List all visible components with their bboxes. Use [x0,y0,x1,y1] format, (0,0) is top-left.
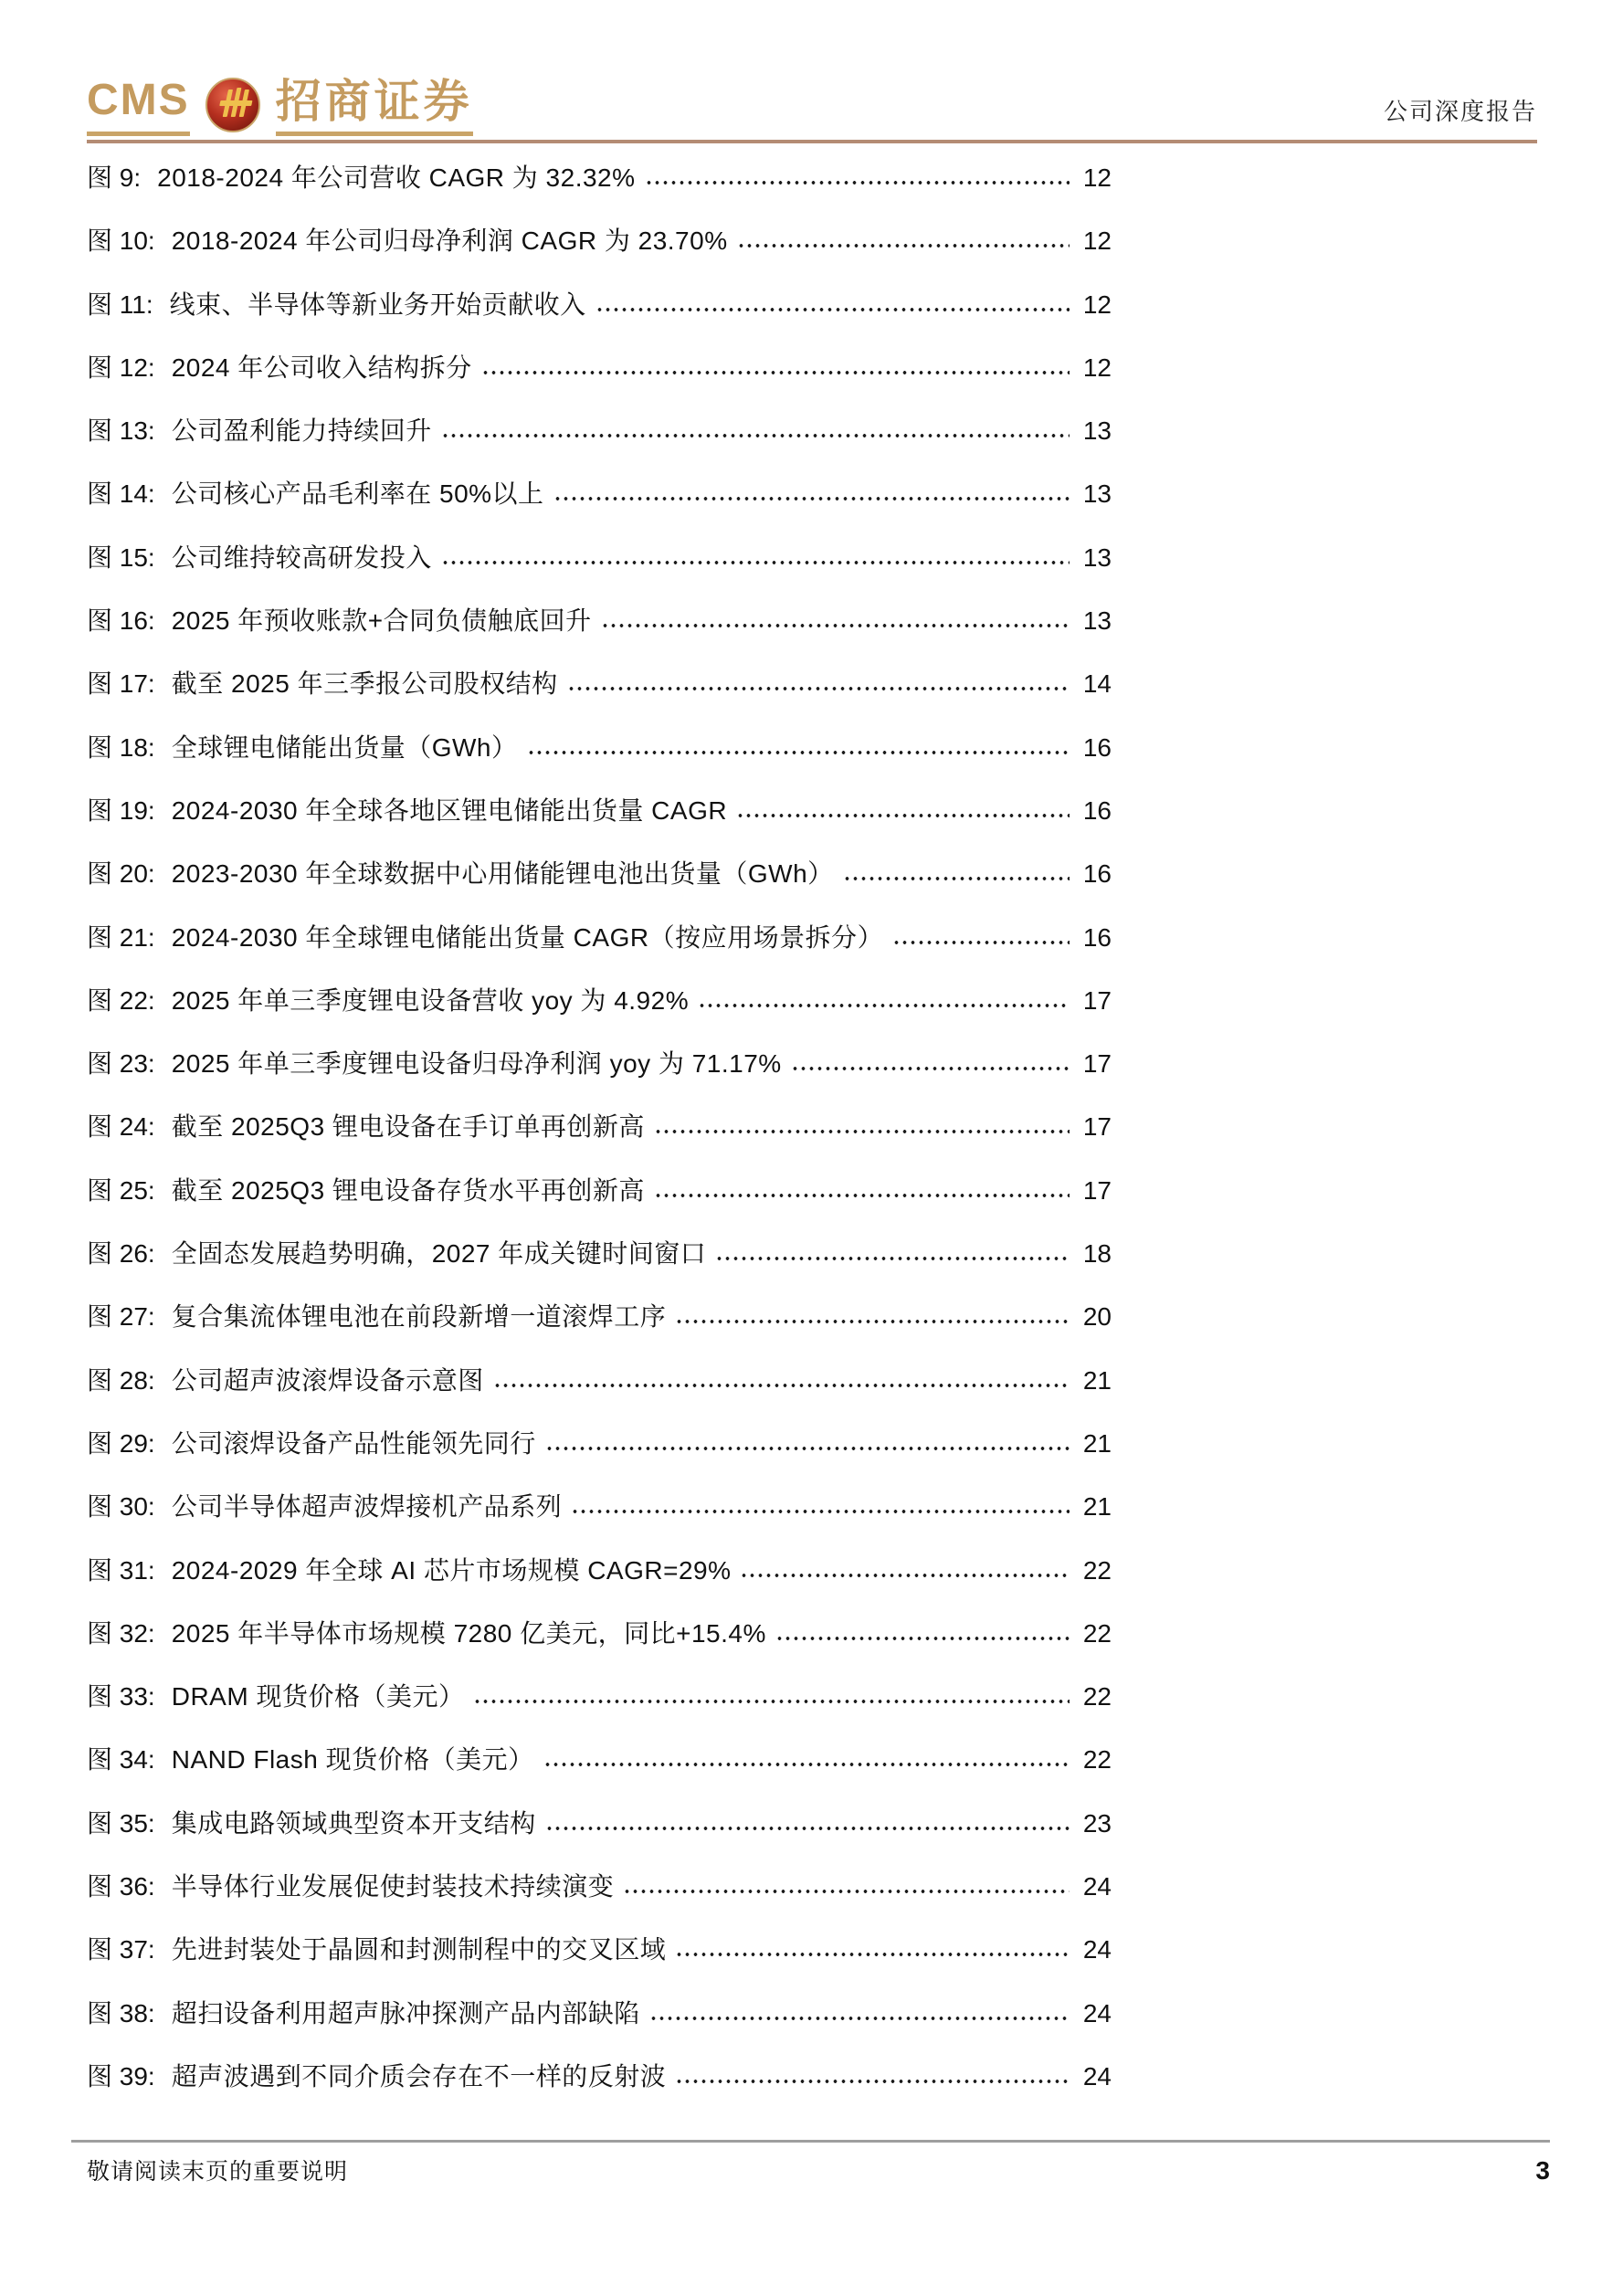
toc-entry-label: 图 36: [87,1872,155,1901]
toc-entry[interactable] [87,791,1112,854]
toc-entry-title: 2023-2030 年全球数据中心用储能锂电池出货量（GWh） [171,859,834,889]
toc-entry-title: 半导体行业发展促使封装技术持续演变 [171,1872,615,1901]
toc-entry-label: 图 37: [87,1935,155,1964]
toc-entry-title: 公司盈利能力持续回升 [171,416,432,446]
toc-entry-label: 图 12: [87,353,155,382]
cms-logo-chinese: 招商证券 [276,79,473,136]
dot-leader [675,2078,1070,2085]
cms-logo [87,77,473,142]
dot-leader [737,242,1070,249]
footer-disclaimer: 敬请阅读末页的重要说明 [87,2159,349,2185]
toc-entry-label: 图 9: [87,163,142,192]
toc-entry-page-number: 22 [1082,1745,1112,1775]
toc-entry[interactable] [87,1044,1112,1107]
dot-leader [649,2015,1070,2022]
toc-entry-title: 2018-2024 年公司归母净利润 CAGR 为 23.70% [171,226,728,256]
dot-leader [675,1951,1070,1958]
toc-entry-title: 2024-2030 年全球各地区锂电储能出货量 CAGR [171,795,728,825]
toc-entry-label: 图 16: [87,606,155,636]
dot-leader [740,1572,1070,1579]
toc-entry-label: 图 25: [87,1175,155,1205]
toc-entry[interactable] [87,221,1112,284]
toc-entry-page-number: 21 [1082,1492,1112,1522]
report-type-label: 公司深度报告 [1383,98,1537,125]
toc-entry-title: 2024 年公司收入结构拆分 [171,353,472,382]
toc-entry-label: 图 21: [87,922,155,952]
toc-entry-page-number: 24 [1082,1998,1112,2027]
toc-entry-page-number: 23 [1082,1808,1112,1838]
toc-entry-title: 复合集流体锂电池在前段新增一道滚焊工序 [171,1302,667,1332]
toc-entry-page-number: 13 [1082,416,1112,446]
header-divider [87,140,1537,143]
toc-entry-title: 2018-2024 年公司营收 CAGR 为 32.32% [157,163,636,192]
cms-logo-badge-icon [205,77,261,138]
toc-entry-page-number: 16 [1082,732,1112,762]
toc-entry-title: 2025 年单三季度锂电设备营收 yoy 为 4.92% [171,985,690,1015]
dot-leader [623,1888,1070,1895]
toc-entry-page-number: 18 [1082,1239,1112,1269]
toc-entry-title: 2025 年预收账款+合同负债触底回升 [171,606,592,636]
toc-entry-page-number: 21 [1082,1365,1112,1395]
toc-entry[interactable] [87,1867,1112,1930]
page-footer [87,2154,1550,2186]
toc-entry-title: NAND Flash 现货价格（美元） [171,1745,534,1775]
toc-entry-title: DRAM 现货价格（美元） [171,1682,465,1711]
toc-entry-page-number: 12 [1082,290,1112,319]
toc-entry-page-number: 12 [1082,226,1112,256]
toc-list [87,158,1112,2120]
toc-entry[interactable] [87,1994,1112,2057]
dot-leader [545,1445,1070,1452]
toc-entry-page-number: 13 [1082,542,1112,572]
dot-leader [775,1635,1070,1642]
toc-entry[interactable] [87,2057,1112,2120]
toc-entry-label: 图 26: [87,1239,155,1269]
dot-leader [545,1825,1070,1832]
toc-entry[interactable] [87,1107,1112,1170]
toc-entry-title: 2025 年单三季度锂电设备归母净利润 yoy 为 71.17% [171,1049,782,1079]
toc-entry[interactable] [87,1297,1112,1360]
toc-entry-label: 图 18: [87,732,155,762]
dot-leader [892,939,1070,946]
toc-entry-label: 图 13: [87,416,155,446]
toc-entry[interactable] [87,854,1112,917]
toc-entry-label: 图 11: [87,290,153,319]
dot-leader [481,369,1070,376]
toc-entry[interactable] [87,664,1112,727]
dot-leader [654,1128,1070,1135]
toc-entry[interactable] [87,285,1112,348]
toc-entry-label: 图 32: [87,1618,155,1648]
toc-entry-label: 图 19: [87,795,155,825]
toc-entry-label: 图 35: [87,1808,155,1838]
toc-entry-label: 图 30: [87,1492,155,1522]
toc-entry-page-number: 13 [1082,479,1112,509]
toc-entry-title: 公司超声波滚焊设备示意图 [171,1365,484,1395]
toc-entry-page-number: 24 [1082,1872,1112,1901]
toc-entry-title: 2024-2029 年全球 AI 芯片市场规模 CAGR=29% [171,1555,732,1585]
dot-leader [601,622,1070,629]
toc-entry[interactable] [87,158,1112,221]
toc-entry[interactable] [87,1487,1112,1550]
toc-entry[interactable] [87,1361,1112,1424]
toc-entry[interactable] [87,348,1112,411]
toc-entry-page-number: 13 [1082,606,1112,636]
toc-entry-label: 图 31: [87,1555,155,1585]
toc-entry-title: 公司半导体超声波焊接机产品系列 [171,1492,563,1522]
dot-leader [736,812,1070,819]
toc-entry[interactable] [87,1930,1112,1993]
dot-leader [843,875,1070,882]
toc-entry-title: 截至 2025Q3 锂电设备在手订单再创新高 [171,1112,645,1142]
footer-divider [71,2140,1550,2143]
toc-entry-title: 公司核心产品毛利率在 50%以上 [171,479,544,509]
toc-entry-title: 截至 2025Q3 锂电设备存货水平再创新高 [171,1175,645,1205]
toc-entry-title: 公司维持较高研发投入 [171,542,432,572]
toc-entry-page-number: 17 [1082,985,1112,1015]
toc-entry-page-number: 17 [1082,1175,1112,1205]
dot-leader [493,1382,1070,1389]
toc-entry[interactable] [87,981,1112,1044]
toc-entry-page-number: 24 [1082,2061,1112,2091]
toc-entry[interactable] [87,1614,1112,1677]
page-header [87,0,1537,142]
toc-entry[interactable] [87,538,1112,601]
dot-leader [553,495,1070,502]
dot-leader [675,1318,1070,1325]
toc-entry[interactable] [87,1171,1112,1234]
toc-entry-title: 集成电路领域典型资本开支结构 [171,1808,536,1838]
dot-leader [595,306,1070,313]
toc-entry[interactable] [87,1551,1112,1614]
toc-entry-page-number: 16 [1082,795,1112,825]
dot-leader [441,432,1070,439]
toc-entry-page-number: 12 [1082,353,1112,382]
toc-entry-label: 图 27: [87,1302,155,1332]
toc-entry-page-number: 16 [1082,922,1112,952]
toc-entry-title: 全球锂电储能出货量（GWh） [171,732,518,762]
toc-entry[interactable] [87,1234,1112,1297]
cms-logo-text: CMS [87,79,190,136]
dot-leader [567,685,1070,692]
toc-entry-label: 图 24: [87,1112,155,1142]
dot-leader [698,1002,1070,1009]
toc-entry[interactable] [87,1740,1112,1803]
toc-entry-title: 超声波遇到不同介质会存在不一样的反射波 [171,2061,667,2091]
toc-entry-label: 图 10: [87,226,155,256]
toc-entry-page-number: 12 [1082,163,1112,192]
toc-entry-page-number: 22 [1082,1555,1112,1585]
toc-entry-title: 超扫设备利用超声脉冲探测产品内部缺陷 [171,1998,640,2027]
toc-entry-label: 图 34: [87,1745,155,1775]
toc-entry-label: 图 17: [87,669,155,699]
toc-entry-label: 图 29: [87,1428,155,1458]
toc-entry-page-number: 22 [1082,1682,1112,1711]
toc-entry-page-number: 20 [1082,1302,1112,1332]
toc-entry-title: 2024-2030 年全球锂电储能出货量 CAGR（按应用场景拆分） [171,922,884,952]
dot-leader [791,1065,1070,1072]
toc-entry-title: 2025 年半导体市场规模 7280 亿美元，同比+15.4% [171,1618,766,1648]
toc-entry-label: 图 38: [87,1998,155,2027]
dot-leader [571,1508,1070,1515]
dot-leader [654,1192,1070,1199]
dot-leader [715,1255,1070,1262]
toc-entry-title: 先进封装处于晶圆和封测制程中的交叉区域 [171,1935,667,1964]
toc-entry-label: 图 23: [87,1049,155,1079]
dot-leader [645,179,1070,186]
toc-entry[interactable] [87,411,1112,474]
toc-entry[interactable] [87,1677,1112,1740]
toc-entry[interactable] [87,601,1112,664]
toc-entry[interactable] [87,1424,1112,1487]
toc-entry-label: 图 14: [87,479,155,509]
toc-entry-label: 图 20: [87,859,155,889]
toc-entry-label: 图 22: [87,985,155,1015]
toc-entry-title: 全固态发展趋势明确，2027 年成关键时间窗口 [171,1239,707,1269]
toc-entry-page-number: 16 [1082,859,1112,889]
toc-entry-title: 公司滚焊设备产品性能领先同行 [171,1428,536,1458]
toc-entry-page-number: 17 [1082,1049,1112,1079]
toc-entry[interactable] [87,728,1112,791]
toc-entry-page-number: 22 [1082,1618,1112,1648]
toc-entry-page-number: 21 [1082,1428,1112,1458]
toc-entry-label: 图 15: [87,542,155,572]
dot-leader [543,1761,1070,1768]
toc-entry-page-number: 24 [1082,1935,1112,1964]
dot-leader [473,1698,1070,1705]
toc-entry[interactable] [87,918,1112,981]
dot-leader [527,749,1070,756]
toc-entry-page-number: 17 [1082,1112,1112,1142]
footer-page-number: 3 [1535,2156,1550,2185]
toc-entry-title: 线束、半导体等新业务开始贡献收入 [169,290,586,319]
toc-entry-label: 图 33: [87,1682,155,1711]
toc-entry-label: 图 39: [87,2061,155,2091]
toc-entry-page-number: 14 [1082,669,1112,699]
toc-entry-label: 图 28: [87,1365,155,1395]
toc-entry-title: 截至 2025 年三季报公司股权结构 [171,669,558,699]
toc-entry[interactable] [87,1804,1112,1867]
toc-entry[interactable] [87,474,1112,537]
dot-leader [441,559,1070,566]
